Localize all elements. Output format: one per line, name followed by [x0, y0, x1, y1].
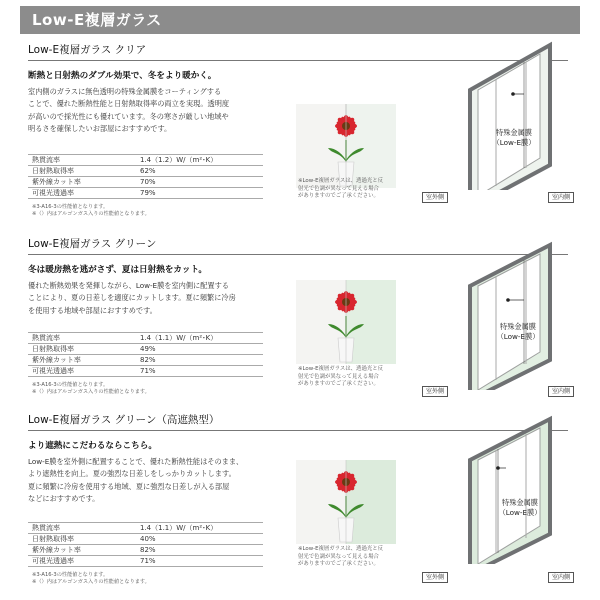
footnote: ※3-A16-3の性能値となります。: [32, 204, 109, 210]
table-row: [28, 188, 263, 199]
body-line: ことにより、夏の日差しを適度にカットします。夏に頻繁に冷房: [28, 293, 236, 303]
body-line: 室内側のガラスに無色透明の特殊金属膜をコーティングする: [28, 87, 222, 96]
body-line: ことで、優れた断熱性能と日射熱取得率の両立を実現。透明度: [28, 99, 230, 109]
spec-value: 49%: [136, 344, 263, 355]
spec-value: 70%: [136, 177, 263, 188]
indoor-tag: 室内側: [548, 386, 574, 397]
spec-value: 79%: [136, 188, 263, 199]
body-line: より遮熱性を向上。夏の強烈な日差しをしっかりカットします。: [28, 469, 236, 479]
section-title: Low-E複層ガラス グリーン（高遮熱型）: [28, 412, 568, 431]
footnote: ※3-A16-3の性能値となります。: [32, 382, 109, 388]
footnote: ※（）内はアルゴンガス入りの性能値となります。: [32, 579, 150, 586]
spec-value: 82%: [136, 355, 263, 366]
table-row: [28, 366, 263, 377]
section-body: [28, 456, 283, 506]
caption-line: がありますのでご了承ください。: [298, 561, 379, 567]
spec-label: 熱貫流率: [28, 523, 136, 534]
section-headline: より遮熱にこだわるならこちら。: [28, 441, 157, 451]
label-line: 特殊金属膜: [502, 498, 538, 507]
footnote: ※（）内はアルゴンガス入りの性能値となります。: [32, 389, 150, 396]
footnotes: [32, 382, 150, 396]
section-body: [28, 280, 283, 317]
caption-line: ※Low-E複層ガラスは、透過光と反: [298, 178, 384, 184]
spec-value: 40%: [136, 534, 263, 545]
table-row: [28, 355, 263, 366]
spec-value: 71%: [136, 556, 263, 567]
table-row: [28, 333, 263, 344]
caption-line: 射光で色調が異なって見える場合: [298, 373, 379, 380]
label-line: （Low-E膜）: [492, 138, 536, 147]
lowe-film-label: [484, 128, 544, 148]
table-row: [28, 523, 263, 534]
spec-label: 熱貫流率: [28, 155, 136, 166]
spec-table: [28, 522, 263, 567]
spec-table: [28, 332, 263, 377]
outdoor-tag: 室外側: [422, 192, 448, 203]
section-headline: 断熱と日射熱のダブル効果で、冬をより暖かく。: [28, 71, 217, 81]
spec-label: 可視光透過率: [28, 366, 136, 377]
spec-label: 紫外線カット率: [28, 355, 136, 366]
table-row: [28, 344, 263, 355]
table-row: [28, 166, 263, 177]
glass-diagram: [400, 40, 560, 190]
table-row: [28, 155, 263, 166]
section-title: Low-E複層ガラス グリーン: [28, 236, 568, 255]
section-title: Low-E複層ガラス クリア: [28, 42, 568, 61]
caption-line: 射光で色調が異なって見える場合: [298, 553, 379, 560]
caption-line: がありますのでご了承ください。: [298, 381, 379, 387]
body-line: 夏に頻繁に冷房を使用する地域、夏に強烈な日差しが入る部屋: [28, 481, 230, 491]
spec-value: 1.4（1.1）W/（m²･K）: [136, 523, 263, 534]
label-line: （Low-E膜）: [498, 508, 542, 517]
body-line: Low-E膜を室外側に配置することで、優れた断熱性能はそのまま、: [28, 457, 244, 466]
caption-line: ※Low-E複層ガラスは、透過光と反: [298, 366, 384, 372]
table-row: [28, 556, 263, 567]
caption-line: 射光で色調が異なって見える場合: [298, 185, 379, 192]
spec-value: 71%: [136, 366, 263, 377]
outdoor-tag: 室外側: [422, 572, 448, 583]
glass-diagram: [400, 240, 560, 390]
indoor-tag: 室内側: [548, 572, 574, 583]
section-headline: 冬は暖房熱を逃がさず、夏は日射熱をカット。: [28, 265, 207, 275]
spec-value: 82%: [136, 545, 263, 556]
footnote: ※3-A16-3の性能値となります。: [32, 572, 109, 578]
caption-line: がありますのでご了承ください。: [298, 193, 379, 199]
label-line: 特殊金属膜: [496, 128, 532, 137]
spec-label: 日射熱取得率: [28, 534, 136, 545]
spec-label: 日射熱取得率: [28, 344, 136, 355]
table-row: [28, 534, 263, 545]
section-body: [28, 86, 283, 136]
label-line: 特殊金属膜: [500, 322, 536, 331]
spec-label: 日射熱取得率: [28, 166, 136, 177]
spec-label: 可視光透過率: [28, 556, 136, 567]
flower-photo: [296, 460, 396, 544]
footnotes: [32, 204, 150, 218]
spec-label: 可視光透過率: [28, 188, 136, 199]
spec-label: 紫外線カット率: [28, 545, 136, 556]
body-line: を使用する地域や部屋におすすめです。: [28, 305, 157, 315]
glass-diagram: [400, 414, 560, 564]
spec-table: [28, 154, 263, 199]
flower-photo: [296, 104, 396, 188]
body-line: 優れた断熱効果を発揮しながら、Low-E膜を室内側に配置する: [28, 281, 229, 290]
lowe-film-label: [488, 322, 548, 342]
body-line: などにおすすめです。: [28, 494, 100, 504]
spec-value: 1.4（1.2）W/（m²･K）: [136, 155, 263, 166]
page-title: Low-E複層ガラス: [32, 11, 162, 29]
footnote: ※（）内はアルゴンガス入りの性能値となります。: [32, 211, 150, 218]
page-title-banner: [20, 6, 580, 34]
table-row: [28, 177, 263, 188]
table-row: [28, 545, 263, 556]
caption-line: ※Low-E複層ガラスは、透過光と反: [298, 546, 384, 552]
spec-value: 1.4（1.1）W/（m²･K）: [136, 333, 263, 344]
body-line: 明るさを確保したいお部屋におすすめです。: [28, 124, 172, 134]
spec-label: 熱貫流率: [28, 333, 136, 344]
outdoor-tag: 室外側: [422, 386, 448, 397]
flower-photo: [296, 280, 396, 364]
footnotes: [32, 572, 150, 586]
indoor-tag: 室内側: [548, 192, 574, 203]
label-line: （Low-E膜）: [496, 332, 540, 341]
spec-value: 62%: [136, 166, 263, 177]
spec-label: 紫外線カット率: [28, 177, 136, 188]
body-line: が高いので採光性にも優れています。冬の寒さが厳しい地域や: [28, 111, 229, 121]
lowe-film-label: [490, 498, 550, 518]
